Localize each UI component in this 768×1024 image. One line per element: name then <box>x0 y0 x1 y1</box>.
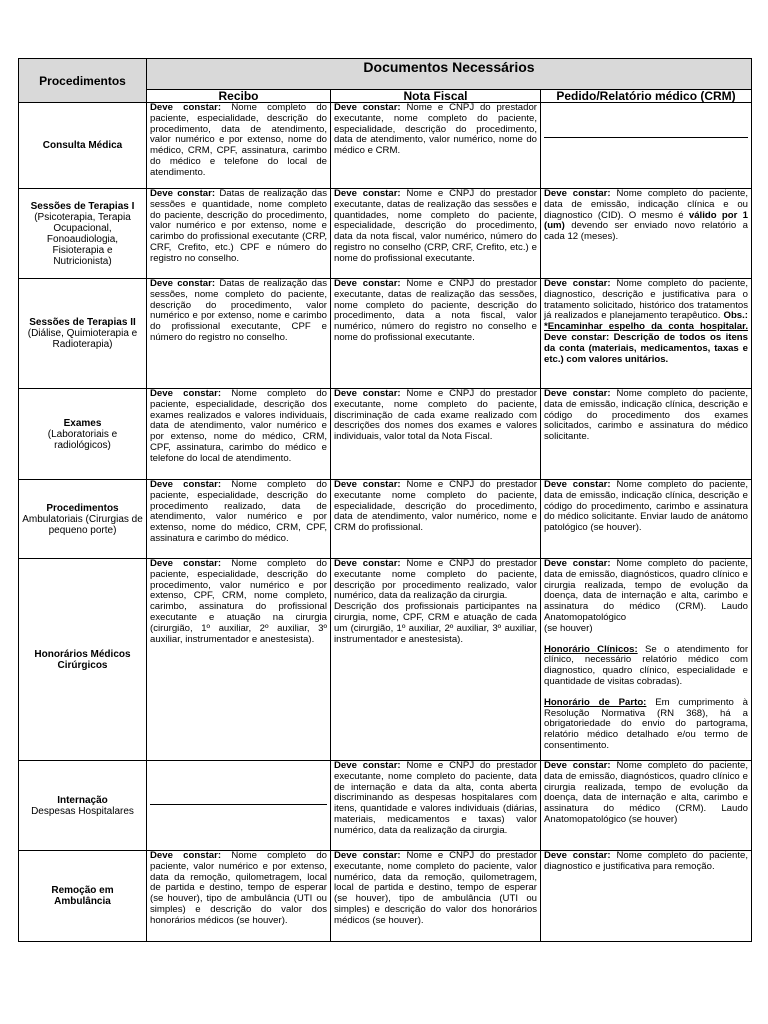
nota-cell <box>331 103 541 189</box>
table-row <box>19 389 752 480</box>
procedure-cell <box>19 559 147 761</box>
nota-text: Nome e CNPJ do prestador executante nome completo do paciente, especialidade, descrição do procedimento, data de atendimento, valor numérico, nome e CRM do profissional. <box>334 479 537 534</box>
table-row <box>19 103 752 189</box>
procedure-detail: (Laboratoriais e radiológicos) <box>47 428 118 451</box>
header-nota-fiscal: Nota Fiscal <box>331 90 541 103</box>
recibo-cell <box>147 480 331 559</box>
deve-constar-label: Deve constar: <box>544 850 611 861</box>
table-row <box>19 189 752 279</box>
deve-constar-label: Deve constar: <box>544 388 611 399</box>
nota-cell <box>331 559 541 761</box>
procedure-cell <box>19 761 147 851</box>
procedure-name: Sessões de Terapias I <box>30 200 135 212</box>
table-row <box>19 279 752 389</box>
nota-cell <box>331 851 541 942</box>
deve-constar-label: Deve constar: <box>544 760 611 771</box>
deve-constar-label: Deve constar: <box>334 388 401 399</box>
pedido-text: Nome completo do paciente, data de emissão, indicação clínica, descrição e código do procedimento, carimbo e assinatura do médico solicitante. <box>544 479 749 523</box>
pedido-text: Nome completo do paciente, data de emissão, diagnósticos, quadro clínico e cirurgia realizada, tempo de evolução da doença, data de internação e alta, carimbo e assinatura do médico (CRM). Laudo Anatomopatológico (se houver) <box>544 760 749 825</box>
procedure-detail: Ambulatoriais (Cirurgias de pequeno porte) <box>22 513 143 536</box>
deve-constar-label: Deve constar: <box>544 558 611 569</box>
pedido-text: Nome completo do paciente, data de emissão, indicação clínica, descrição e código do procedimento dos exames solicitados, carimbo e assinatura do médico solicitante. <box>544 388 749 443</box>
nota-text: Nome e CNPJ do prestador executante, datas de realização das sessões e quantidades, nome completo do paciente, especialidade, descrição do procedimento, data da nota fiscal, valor numérico, número do registro no conselho (CRP, CRF, Crefito, etc.) e nome do profissional executante. <box>334 188 537 264</box>
parto-text: Em cumprimento à Resolução Normativa (RN 368), há a obrigatoriedade do envio do partograma, relatório médico detalhado e/ou termo de consentimento. <box>544 696 749 751</box>
recibo-cell <box>147 189 331 279</box>
procedure-name: Sessões de Terapias II <box>29 317 136 328</box>
clinicos-label: Honorário Clínicos: <box>544 643 638 655</box>
documents-table <box>18 58 752 942</box>
procedure-name: Internação <box>57 794 108 806</box>
recibo-cell <box>147 103 331 189</box>
pedido-extra: Enviar laudo de anátomo patológico (se houver). <box>544 511 749 534</box>
nota-text: Nome e CNPJ do prestador executante, nome completo do paciente, discriminação de cada exame realizado com descrições dos nomes dos exames e valores individuais, valor total da Nota Fiscal. <box>334 388 537 443</box>
procedure-name: Consulta Médica <box>42 140 123 151</box>
procedure-cell <box>19 480 147 559</box>
obs-rest: Deve constar: Descrição de todos os itens da conta (materiais, medicamentos, taxas e etc.) com valores unitários. <box>544 331 749 365</box>
deve-constar-label: Deve constar: <box>150 388 222 399</box>
recibo-text: Nome completo do paciente, especialidade, descrição do procedimento, valor numérico e por extenso, CPF, CRM, nome completo, carimbo, assinatura do profissional executante e atuação na cirurgia (cirurgião, 1º auxiliar, 2º auxiliar, 3º auxiliar, instrumentador e anestesista). <box>150 558 328 645</box>
deve-constar-label: Deve constar: <box>544 278 611 289</box>
procedure-cell <box>19 279 147 389</box>
nota-text: Nome e CNPJ do prestador executante, nome completo do paciente, valor numérico, data da remoção, quilometragem, local de partida e destino, tempo de esperar (se houver), tipo de ambulância (UTI ou simples) e descrição do valor dos honorários médicos (se houver). <box>334 850 537 926</box>
recibo-text: Nome completo do paciente, especialidade, descrição do procedimento, data de atendimento, valor numérico e por extenso, nome do médico, CRM, CPF, assinatura, carimbo do médico e telefone do local de atendimento. <box>150 102 328 178</box>
pedido-bold: válido por 1 (um) <box>544 209 749 232</box>
header-documentos: Documentos Necessários <box>147 59 752 90</box>
deve-constar-label: Deve constar: <box>334 850 401 861</box>
deve-constar-label: Deve constar: <box>334 188 401 199</box>
nota-text: Nome e CNPJ do prestador executante, nome completo do paciente, data de internação e data da alta, conta aberta discriminando as despesas hospitalares com itens, quantidade e valores individuais (diárias, materiais, medicamentos e taxas) valor numérico, data da realização da cirurgia. <box>334 760 537 836</box>
procedure-detail: (Psicoterapia, Terapia Ocupacional, Fonoaudiologia, Fisioterapia e Nutricionista) <box>34 211 131 267</box>
recibo-text: Nome completo do paciente, especialidade, descrição dos exames realizados e valores individuais, data de atendimento, valor numérico e por extenso, nome do médico, CRM, CPF, assinatura, carimbo do médico e telefone do local de atendimento. <box>150 388 328 464</box>
nota-cell <box>331 389 541 480</box>
deve-constar-label: Deve constar: <box>150 479 222 490</box>
nota-cell <box>331 189 541 279</box>
pedido-cell <box>541 279 752 389</box>
deve-constar-label: Deve constar: <box>334 479 401 490</box>
pedido-cell <box>541 761 752 851</box>
pedido-cell <box>541 189 752 279</box>
pedido-text: Nome completo do paciente, data de emissão, diagnósticos, quadro clínico e cirurgia realizada, tempo de evolução da doença, data de internação e alta, carimbo e assinatura do médico (CRM). Laudo Anatomopatológico <box>544 558 749 623</box>
table-row <box>19 851 752 942</box>
nota-cell <box>331 279 541 389</box>
pedido-se-houver: (se houver) <box>544 622 593 634</box>
nota-cell <box>331 761 541 851</box>
procedure-cell <box>19 103 147 189</box>
procedure-cell <box>19 851 147 942</box>
deve-constar-label: Deve constar: <box>150 558 222 569</box>
recibo-text: Nome completo do paciente, especialidade, descrição do procedimento realizado, data de atendimento, valor numérico e por extenso, nome do médico, CRM, CPF, assinatura e carimbo do médico. <box>150 479 328 544</box>
procedure-name: Remoção em Ambulância <box>51 885 114 907</box>
nota-text: Nome e CNPJ do prestador executante, nome completo do paciente, especialidade, descrição do procedimento, data de atendimento, valor numérico, nome do médico e CRM. <box>334 102 537 157</box>
recibo-cell <box>147 851 331 942</box>
obs-link: *Encaminhar espelho da conta hospitalar. <box>544 321 749 333</box>
pedido-text: Nome completo do paciente, diagnostico, descrição e justificativa para o tratamento solicitado, histórico dos tratamentos já realizados e planejamento terapêutico. <box>544 278 749 322</box>
deve-constar-label: Deve constar: <box>334 278 401 289</box>
procedure-name: Exames <box>63 417 102 429</box>
obs-label: Obs.: <box>723 310 749 322</box>
recibo-cell <box>147 279 331 389</box>
nota-text: Nome e CNPJ do prestador executante, datas de realização das sessões, nome completo do paciente, descrição do procedimento, data a nota fiscal, valor numérico, número do registro no conselho e nome do profissional executante. <box>334 278 537 343</box>
deve-constar-label: Deve constar: <box>334 102 401 113</box>
clinicos-text: Se o atendimento for clínico, necessário relatório médico com diagnostico, quadro clínico, especialidade e quantidade de visitas cobradas). <box>544 643 749 687</box>
pedido-after: devendo ser enviado novo relatório a cada 12 (meses). <box>544 220 749 243</box>
recibo-text: Nome completo do paciente, valor numérico e por extenso, data da remoção, quilometragem, local de partida e destino, tempo de esperar (se houver), tipo de ambulância (UTI ou simples) e descrição do valor dos honorários médicos (se houver). <box>150 850 328 926</box>
header-procedimentos: Procedimentos <box>19 59 147 103</box>
procedure-cell <box>19 389 147 480</box>
deve-constar-label: Deve constar: <box>150 102 222 113</box>
deve-constar-label: Deve constar: <box>544 188 611 199</box>
recibo-cell <box>147 389 331 480</box>
recibo-cell <box>147 559 331 761</box>
procedure-detail: Despesas Hospitalares <box>31 805 134 817</box>
deve-constar-label: Deve constar: <box>334 760 401 771</box>
pedido-cell <box>541 103 752 189</box>
deve-constar-label: Deve constar: <box>334 558 401 569</box>
header-recibo: Recibo <box>147 90 331 103</box>
deve-constar-label: Deve constar: <box>150 278 216 289</box>
pedido-text: Nome completo do paciente, data de emissão, indicação clínica e ou diagnostico (CID). O mesmo é <box>544 188 749 221</box>
deve-constar-label: Deve constar: <box>150 188 216 199</box>
recibo-text: Datas de realização das sessões e quantidade, nome completo do paciente, descrição do procedimento, valor numérico e por extenso, nome e carimbo do profissional executante (CRP, CRF, Crefito, etc.) CPF e número do registro no conselho. <box>150 188 328 264</box>
pedido-cell <box>541 389 752 480</box>
table-row <box>19 480 752 559</box>
procedure-name: Procedimentos <box>46 502 119 514</box>
parto-label: Honorário de Parto: <box>544 696 647 708</box>
deve-constar-label: Deve constar: <box>150 850 222 861</box>
blank-line <box>150 804 327 805</box>
deve-constar-label: Deve constar: <box>544 479 611 490</box>
header-pedido: Pedido/Relatório médico (CRM) <box>541 90 752 103</box>
pedido-cell <box>541 851 752 942</box>
table-row <box>19 761 752 851</box>
nota-cell <box>331 480 541 559</box>
recibo-text: Datas de realização das sessões, nome completo do paciente, descrição do procedimento, valor numérico e por extenso, nome e carimbo do profissional executante, CPF e número do registro no conselho. <box>150 278 328 343</box>
blank-line <box>544 137 748 138</box>
pedido-cell <box>541 559 752 761</box>
nota-text: Nome e CNPJ do prestador executante nome completo do paciente, descrição por procedimento realizado, valor numérico, data da realização da cirurgia. <box>334 558 537 602</box>
pedido-text: Nome completo do paciente, diagnostico e justificativa para remoção. <box>544 850 749 872</box>
procedure-name: Honorários Médicos Cirúrgicos <box>34 648 131 671</box>
procedure-detail: (Diálise, Quimioterapia e Radioterapia) <box>27 328 138 350</box>
table-row <box>19 559 752 761</box>
recibo-cell <box>147 761 331 851</box>
procedure-cell <box>19 189 147 279</box>
pedido-cell <box>541 480 752 559</box>
nota-extra: Descrição dos profissionais participantes na cirurgia, nome, CPF, CRM e atuação de cada um (cirurgião, 1º auxiliar, 2º auxiliar, 3º auxiliar, instrumentador e anestesista). <box>334 601 537 645</box>
